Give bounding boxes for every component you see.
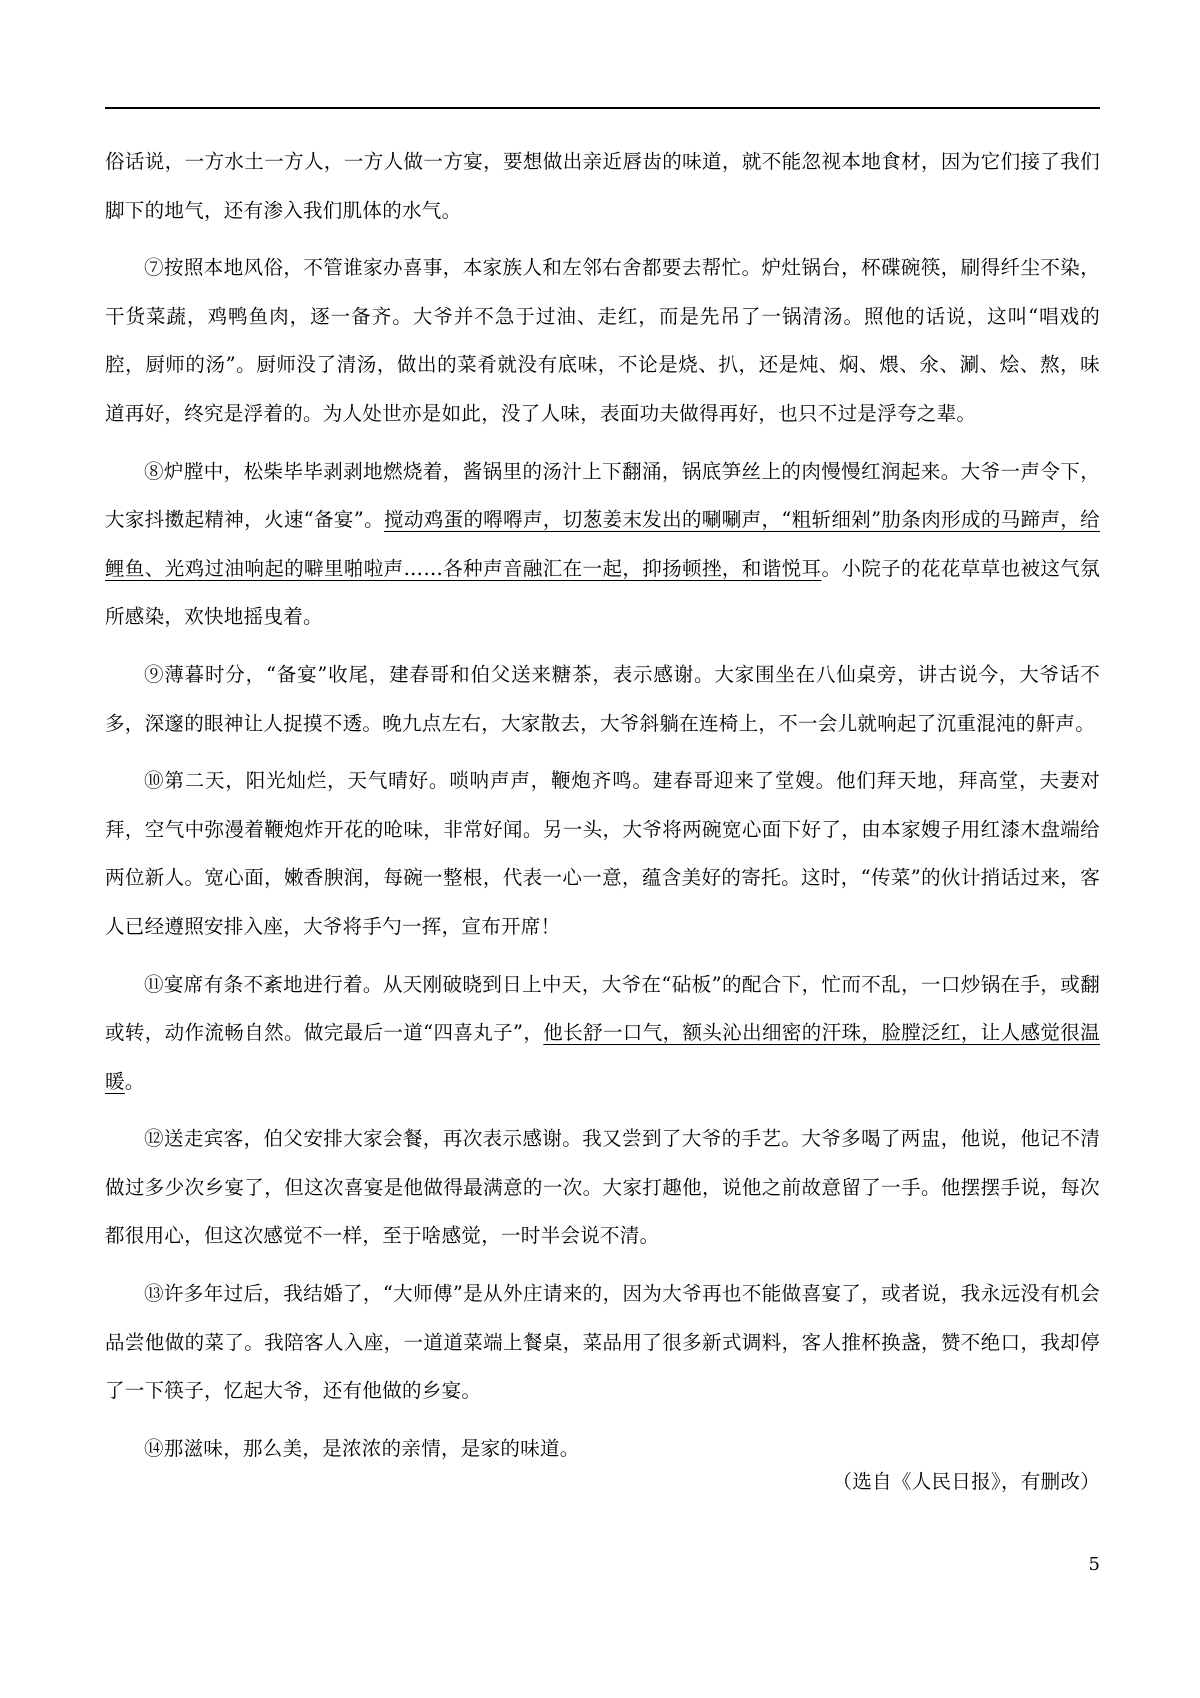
paragraph — [105, 244, 1100, 438]
paragraph-text: ⑩第二天，阳光灿烂，天气晴好。唢呐声声，鞭炮齐鸣。建春哥迎来了堂嫂。他们拜天地，拜高堂，夫妻对拜，空气中弥漫着鞭炮炸开花的呛味，非常好闻。另一头，大爷将两碗宽心面下好了，由本家嫂子用红漆木盘端给两位新人。宽心面，嫩香腴润，每碗一整根，代表一心一意，蕴含美好的寄托。这时，“传菜”的伙计捎话过来，客人已经遵照安排入座，大爷将手勺一挥，宣布开席！ — [105, 769, 1100, 938]
paragraph-text: 俗话说，一方水土一方人，一方人做一方宴，要想做出亲近唇齿的味道，就不能忽视本地食材，因为它们接了我们脚下的地气，还有渗入我们肌体的水气。 — [105, 150, 1100, 222]
paragraph-text: ⑬许多年过后，我结婚了，“大师傅”是从外庄请来的，因为大爷再也不能做喜宴了，或者说，我永远没有机会品尝他做的菜了。我陪客人入座，一道道菜端上餐桌，菜品用了很多新式调料，客人推杯换盏，赞不绝口，我却停了一下筷子，忆起大爷，还有他做的乡宴。 — [105, 1282, 1100, 1403]
paragraph — [105, 961, 1100, 1107]
paragraph-text: 。小院子的花花草草也被这气氛所感染，欢快地摇曳着。 — [105, 556, 1100, 629]
paragraph-text: ⑪宴席有条不紊地进行着。从天刚破晓到日上中天，大爷在“砧板”的配合下，忙而不乱，一口炒锅在手，或翻或转，动作流畅自然。做完最后一道“四喜丸子”， — [105, 972, 1100, 1045]
paragraph-text: ⑫送走宾客，伯父安排大家会餐，再次表示感谢。我又尝到了大爷的手艺。大爷多喝了两盅，他说，他记不清做过多少次乡宴了，但这次喜宴是他做得最满意的一次。大家打趣他，说他之前故意留了一手。他摆摆手说，每次都很用心，但这次感觉不一样，至于啥感觉，一时半会说不清。 — [105, 1127, 1100, 1248]
paragraph — [105, 1270, 1100, 1416]
paragraph-text: ⑨薄暮时分，“备宴”收尾，建春哥和伯父送来糖茶，表示感谢。大家围坐在八仙桌旁，讲古说今，大爷话不多，深邃的眼神让人捉摸不透。晚九点左右，大家散去，大爷斜躺在连椅上，不一会儿就响起了沉重混沌的鼾声。 — [105, 662, 1100, 735]
underlined-text: 搅动鸡蛋的嘚嘚声，切葱姜末发出的唰唰声，“粗斩细剁”肋条肉形成的马蹄声，给鲤鱼、光鸡过油响起的噼里啪啦声……各种声音融汇在一起，抑扬顿挫，和谐悦耳 — [105, 508, 1100, 580]
paragraph — [105, 757, 1100, 951]
page-number: 5 — [1088, 1554, 1100, 1575]
paragraph-text: ⑦按照本地风俗，不管谁家办喜事，本家族人和左邻右舍都要去帮忙。炉灶锅台，杯碟碗筷，刷得纤尘不染，干货菜蔬，鸡鸭鱼肉，逐一备齐。大爷并不急于过油、走红，而是先吊了一锅清汤。照他的话说，这叫“唱戏的腔，厨师的汤”。厨师没了清汤，做出的菜肴就没有底味，不论是烧、扒，还是炖、焖、煨、氽、涮、烩、熬，味道再好，终究是浮着的。为人处世亦是如此，没了人味，表面功夫做得再好，也只不过是浮夸之辈。 — [105, 256, 1100, 425]
paragraph — [105, 138, 1100, 235]
article-body — [105, 138, 1100, 1482]
underlined-text: 他长舒一口气，额头沁出细密的汗珠，脸膛泛红，让人感觉很温暖 — [105, 1021, 1100, 1093]
paragraph — [105, 651, 1100, 748]
source-citation: （选自《人民日报》，有删改） — [832, 1470, 1100, 1493]
paragraph — [105, 448, 1100, 642]
paragraph-text: 。 — [124, 1069, 145, 1093]
paragraph — [105, 1115, 1100, 1261]
paragraph-text: ⑭那滋味，那么美，是浓浓的亲情，是家的味道。 — [144, 1436, 580, 1460]
header-rule — [105, 107, 1100, 109]
paragraph-text: ⑧炉膛中，松柴毕毕剥剥地燃烧着，酱锅里的汤汁上下翻涌，锅底笋丝上的肉慢慢红润起来。大爷一声令下，大家抖擞起精神，火速“备宴”。 — [105, 459, 1100, 532]
